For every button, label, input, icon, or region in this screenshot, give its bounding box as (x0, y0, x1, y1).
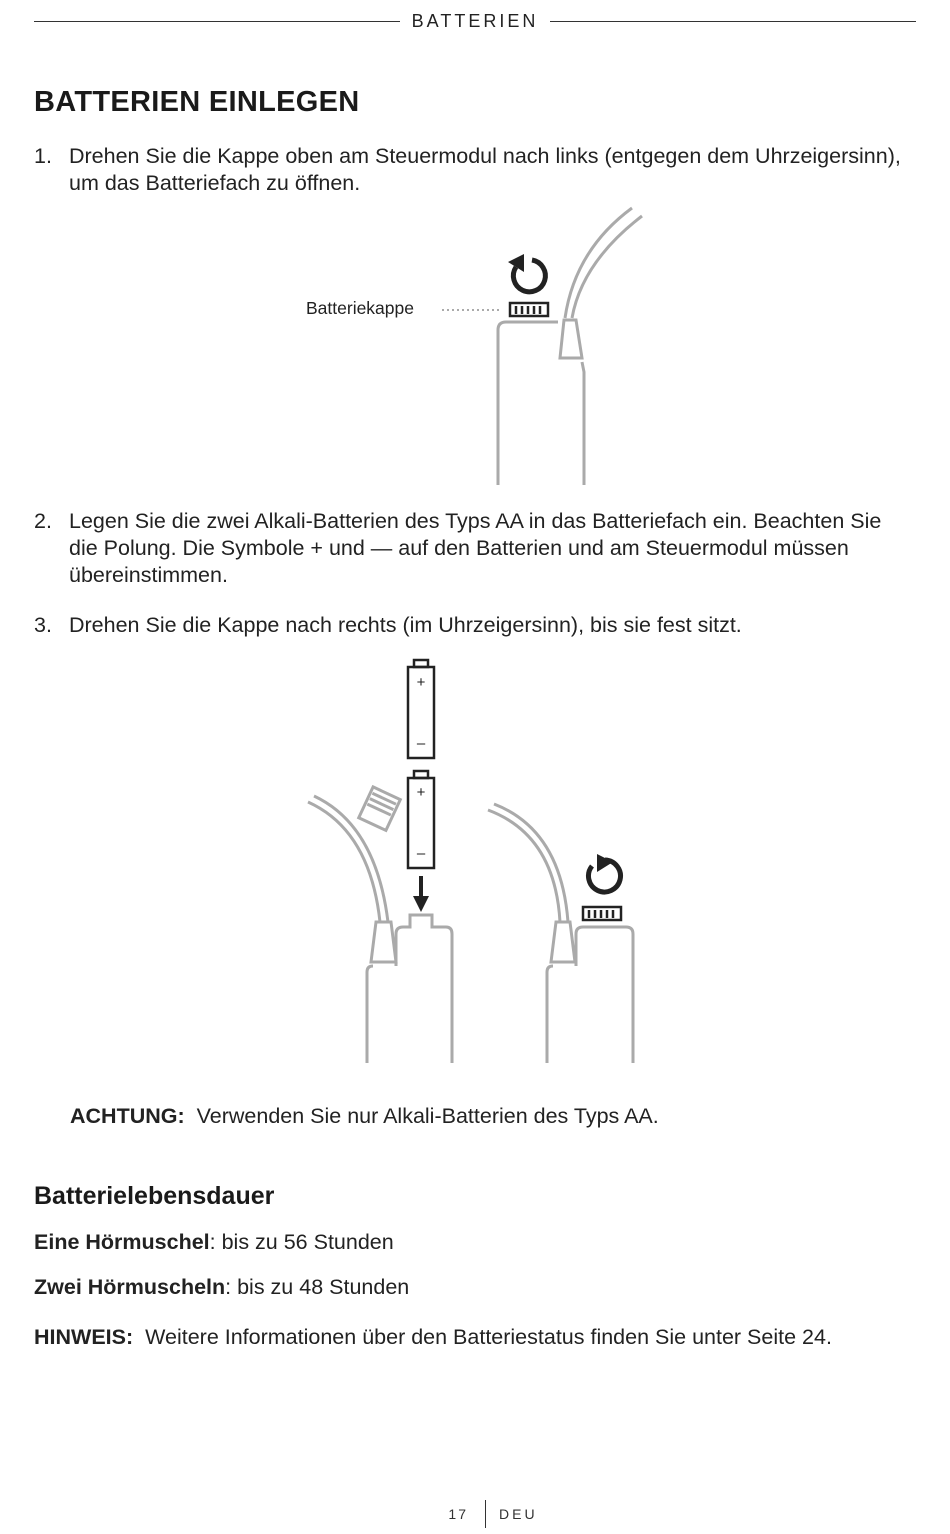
battery-life-heading: Batterielebensdauer (34, 1182, 275, 1210)
battery-minus-symbol: – (416, 845, 426, 862)
step-number: 1. (34, 144, 52, 168)
down-arrow-icon (413, 876, 429, 912)
footer-separator (485, 1500, 486, 1528)
note-label: HINWEIS: (34, 1325, 134, 1349)
step-text: Drehen Sie die Kappe nach rechts (im Uhrzeigersinn), bis sie fest sitzt. (69, 613, 742, 637)
step-text: Legen Sie die zwei Alkali-Batterien des Typs AA in das Batteriefach ein. Beachten Sie die Polung. Die Symbole + und — auf den Batterien und am Steuermodul müssen übereinstimmen. (69, 509, 882, 587)
step-text: Drehen Sie die Kappe oben am Steuermodul nach links (entgegen dem Uhrzeigersinn), um das Batteriefach zu öffnen. (69, 144, 901, 195)
battery-life-one (34, 1230, 394, 1255)
section-label: BATTERIEN (411, 10, 539, 31)
battery-cap-closed (583, 907, 621, 920)
warning-label: ACHTUNG: (70, 1104, 185, 1128)
page-footer (0, 1500, 950, 1530)
battery-life-two (34, 1275, 409, 1300)
battery-minus-symbol: – (416, 735, 426, 752)
page-title: BATTERIEN EINLEGEN (34, 86, 360, 118)
step-number: 3. (34, 613, 52, 637)
battery-life-one-value: : bis zu 56 Stunden (209, 1230, 394, 1254)
page-number: 17 (448, 1506, 468, 1522)
battery-plus-symbol: + (416, 674, 426, 691)
clockwise-arrow-icon (588, 854, 620, 892)
battery-life-two-value: : bis zu 48 Stunden (225, 1275, 410, 1299)
note-text: Weitere Informationen über den Batteriestatus finden Sie unter Seite 24. (145, 1325, 832, 1349)
language-code: DEU (499, 1506, 538, 1522)
callout-label-battery-cap: Batteriekappe (306, 298, 414, 318)
battery-plus-symbol: + (416, 784, 426, 801)
battery-life-one-label: Eine Hörmuschel (34, 1230, 210, 1254)
note (34, 1325, 832, 1350)
battery-life-two-label: Zwei Hörmuscheln (34, 1275, 226, 1299)
step-number: 2. (34, 509, 52, 533)
warning (70, 1104, 659, 1129)
warning-text: Verwenden Sie nur Alkali-Batterien des Typs AA. (196, 1104, 659, 1128)
